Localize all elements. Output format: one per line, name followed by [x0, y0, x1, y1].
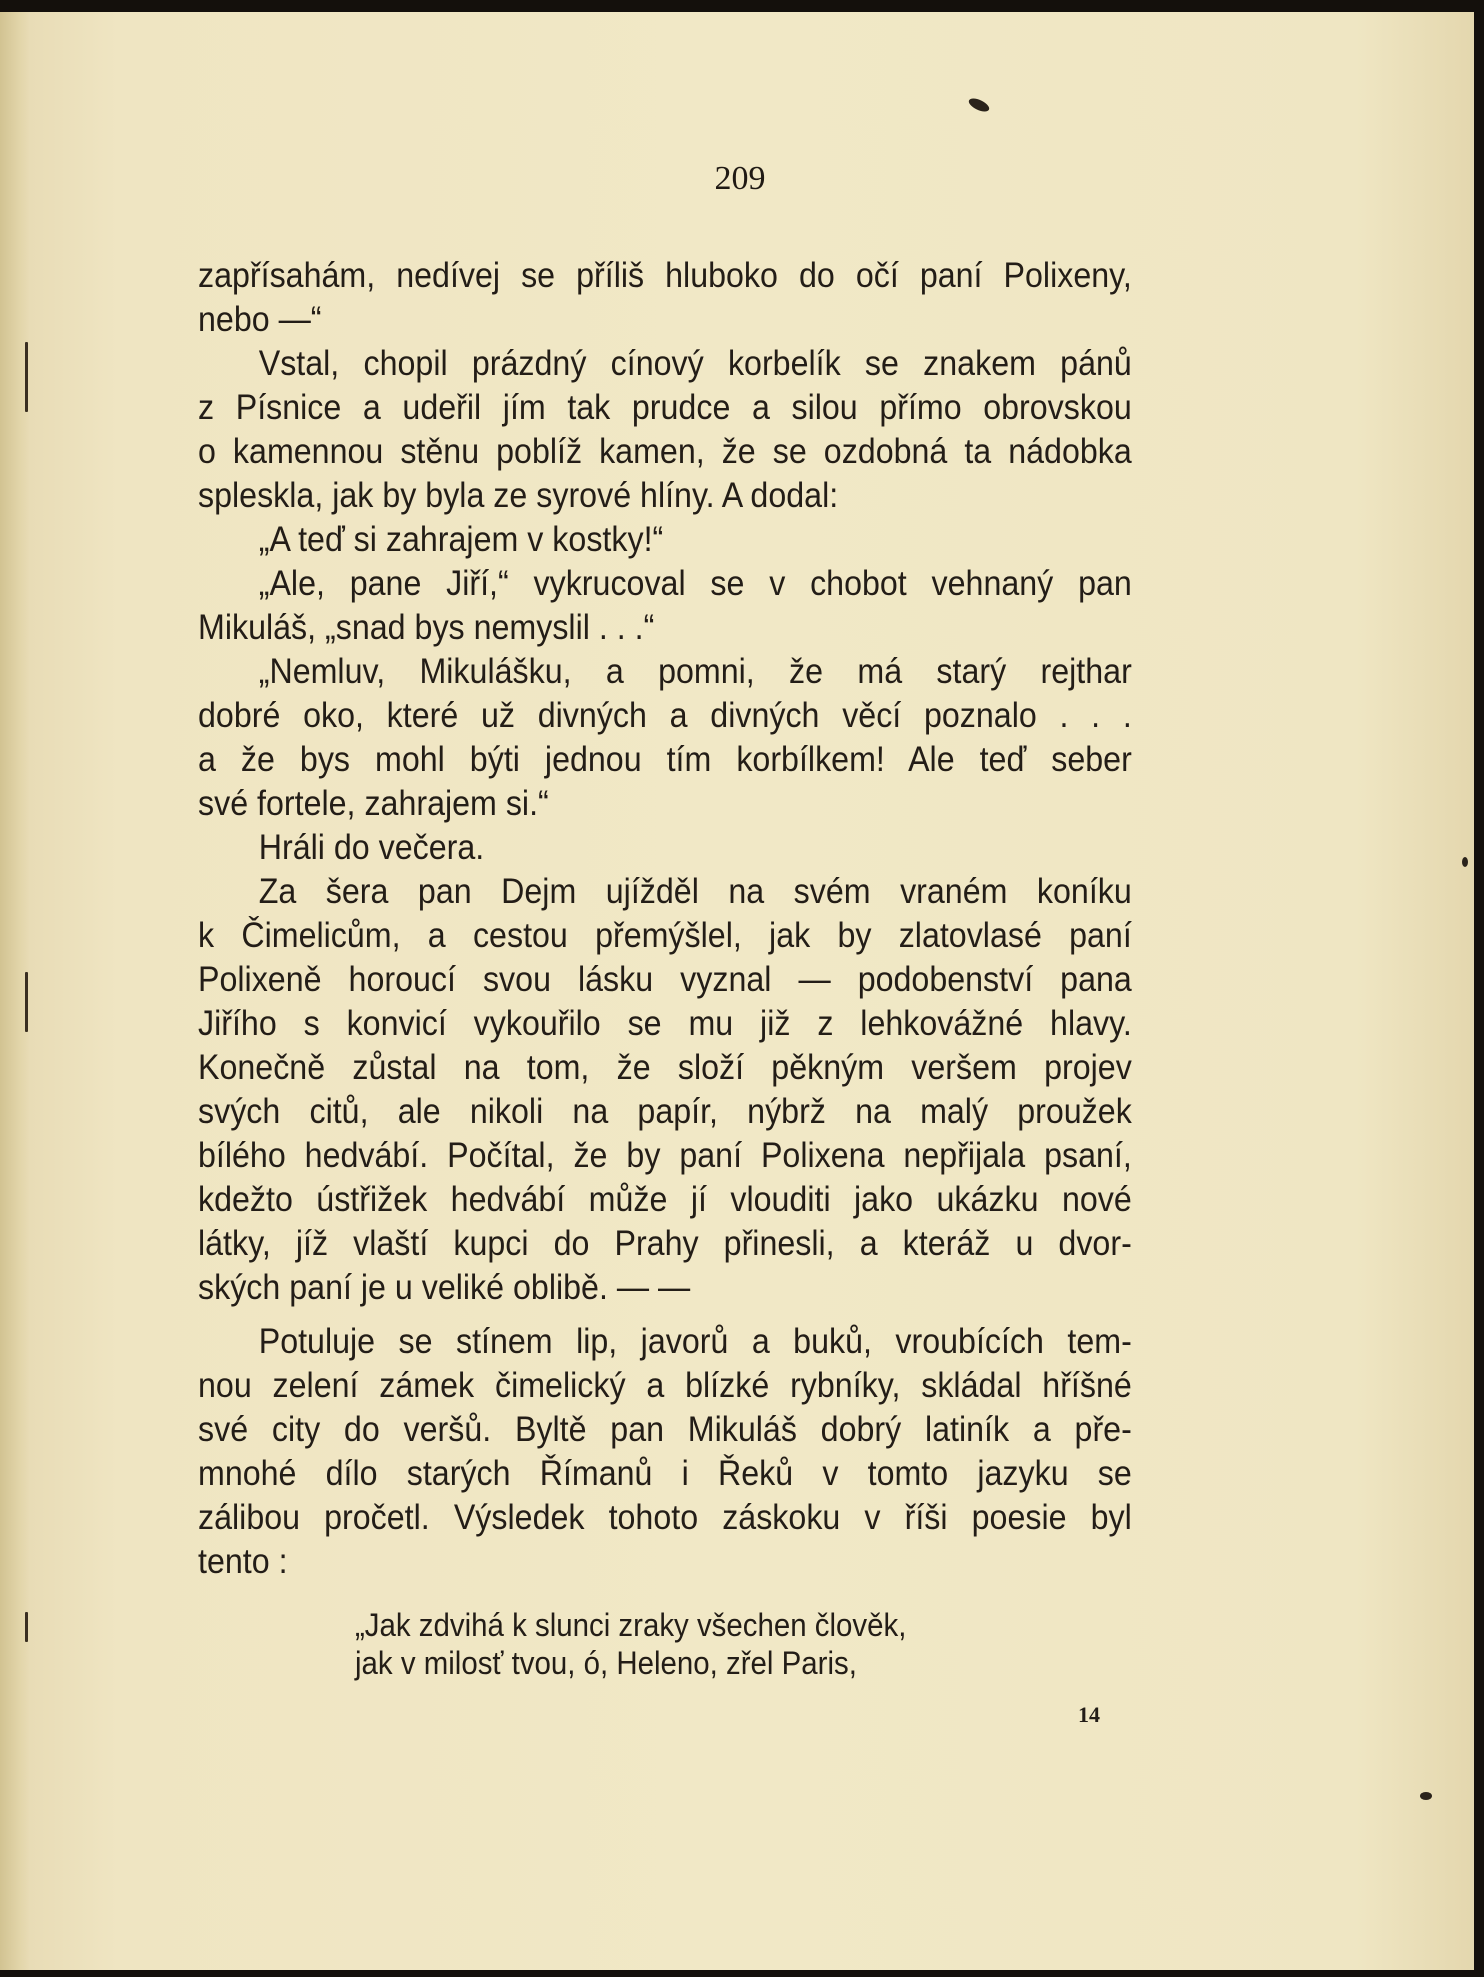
poem-verse [355, 1606, 906, 1682]
text-line: svých citů, ale nikoli na papír, nýbrž na malý proužek [198, 1092, 1132, 1131]
body-text [198, 254, 1132, 1584]
binding-mark [25, 972, 28, 1032]
text-line: nebo —“ [198, 300, 322, 339]
text-line: Konečně zůstal na tom, že složí pěkným veršem projev [198, 1048, 1132, 1087]
text-line: své fortele, zahrajem si.“ [198, 784, 549, 823]
ink-speck [1462, 857, 1468, 867]
text-line: z Písnice a udeřil jím tak prudce a silou přímo obrovskou [198, 388, 1132, 427]
text-line: a že bys mohl býti jednou tím korbílkem! Ale teď seber [198, 740, 1132, 779]
text-line: Za šera pan Dejm ujížděl na svém vraném koníku [258, 872, 1132, 911]
text-line: zálibou pročetl. Výsledek tohoto záskoku v říši poesie byl [198, 1498, 1132, 1537]
text-line: o kamennou stěnu poblíž kamen, že se ozdobná ta nádobka [198, 432, 1132, 471]
binding-mark [25, 1612, 28, 1642]
page-number: 209 [714, 160, 766, 197]
ink-speck [967, 96, 991, 114]
book-page [0, 12, 1474, 1970]
text-line: spleskla, jak by byla ze syrové hlíny. A dodal: [198, 476, 839, 515]
text-line: Mikuláš, „snad bys nemyslil . . .“ [198, 608, 655, 647]
poem-line: jak v milosť tvou, ó, Heleno, zřel Paris, [355, 1645, 857, 1681]
text-line: „A teď si zahrajem v kostky!“ [258, 520, 664, 559]
poem-line: „Jak zdvihá k slunci zraky všechen člověk, [355, 1607, 907, 1643]
text-line: ských paní je u veliké oblibě. — — [198, 1268, 691, 1307]
text-line: bílého hedvábí. Počítal, že by paní Polixena nepřijala psaní, [198, 1136, 1132, 1175]
text-line: Jiřího s konvicí vykouřilo se mu již z lehkovážné hlavy. [198, 1004, 1132, 1043]
text-line: Potuluje se stínem lip, javorů a buků, vroubících tem- [258, 1322, 1132, 1361]
text-line: k Čimelicům, a cestou přemýšlel, jak by zlatovlasé paní [198, 916, 1132, 955]
text-line: Hráli do večera. [258, 828, 485, 867]
text-line: látky, jíž vlaští kupci do Prahy přinesli, a kteráž u dvor- [198, 1224, 1132, 1263]
text-line: nou zelení zámek čimelický a blízké rybníky, skládal hříšné [198, 1366, 1132, 1405]
text-line: tento : [198, 1542, 288, 1581]
text-line: zapřísahám, nedívej se příliš hluboko do očí paní Polixeny, [198, 256, 1132, 295]
text-line: mnohé dílo starých Římanů i Řeků v tomto jazyku se [198, 1454, 1132, 1493]
text-line: „Ale, pane Jiří,“ vykrucoval se v chobot vehnaný pan [258, 564, 1132, 603]
text-line: své city do veršů. Byltě pan Mikuláš dobrý latiník a pře- [198, 1410, 1132, 1449]
text-line: kdežto ústřižek hedvábí může jí vlouditi jako ukázku nové [198, 1180, 1132, 1219]
text-line: „Nemluv, Mikulášku, a pomni, že má starý rejthar [258, 652, 1132, 691]
binding-mark [25, 342, 28, 412]
text-line: Vstal, chopil prázdný cínový korbelík se znakem pánů [258, 344, 1132, 383]
signature-mark: 14 [1078, 1702, 1100, 1727]
ink-speck [1420, 1792, 1432, 1800]
text-line: dobré oko, které už divných a divných věcí poznalo . . . [198, 696, 1132, 735]
text-line: Polixeně horoucí svou lásku vyznal — podobenství pana [198, 960, 1132, 999]
